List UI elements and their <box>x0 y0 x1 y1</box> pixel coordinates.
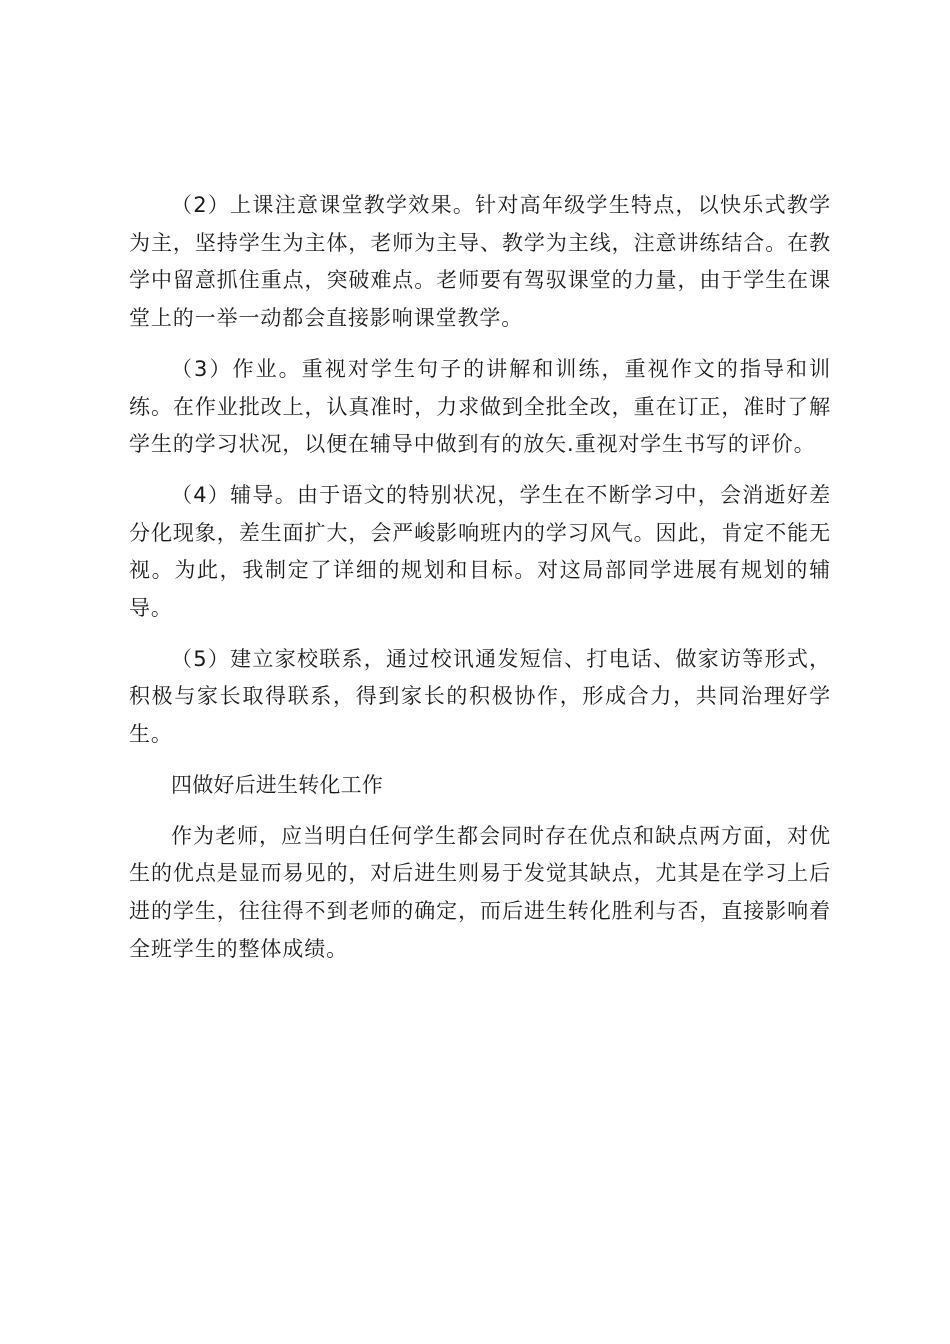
paragraph-tutoring: （4）辅导。由于语文的特别状况，学生在不断学习中，会消逝好差分化现象，差生面扩大，会严峻影响班内的学习风气。因此，肯定不能无视。为此，我制定了详细的规划和目标。对这局部同学进展有规划的辅导。 <box>129 482 831 621</box>
paragraph-home-school-contact: （5）建立家校联系，通过校讯通发短信、打电话、做家访等形式，积极与家长取得联系，得到家长的积极协作，形成合力，共同治理好学生。 <box>129 646 831 747</box>
section-heading-underachievers: 四做好后进生转化工作 <box>171 772 383 797</box>
document-body <box>129 187 831 968</box>
paragraph-underachievers: 作为老师，应当明白任何学生都会同时存在优点和缺点两方面，对优生的优点是显而易见的，对后进生则易于发觉其缺点，尤其是在学习上后进的学生，往往得不到老师的确定，而后进生转化胜利与否，直接影响着全班学生的整体成绩。 <box>129 823 831 961</box>
paragraph-classroom-effect: （2）上课注意课堂教学效果。针对高年级学生特点，以快乐式教学为主，坚持学生为主体，老师为主导、教学为主线，注意讲练结合。在教学中留意抓住重点，突破难点。老师要有驾驭课堂的力量，由于学生在课堂上的一举一动都会直接影响课堂教学。 <box>129 193 831 331</box>
paragraph-homework: （3）作业。重视对学生句子的讲解和训练，重视作文的指导和训练。在作业批改上，认真准时，力求做到全批全改，重在订正，准时了解学生的学习状况，以便在辅导中做到有的放矢.重视对学生书写的评价。 <box>129 356 831 457</box>
